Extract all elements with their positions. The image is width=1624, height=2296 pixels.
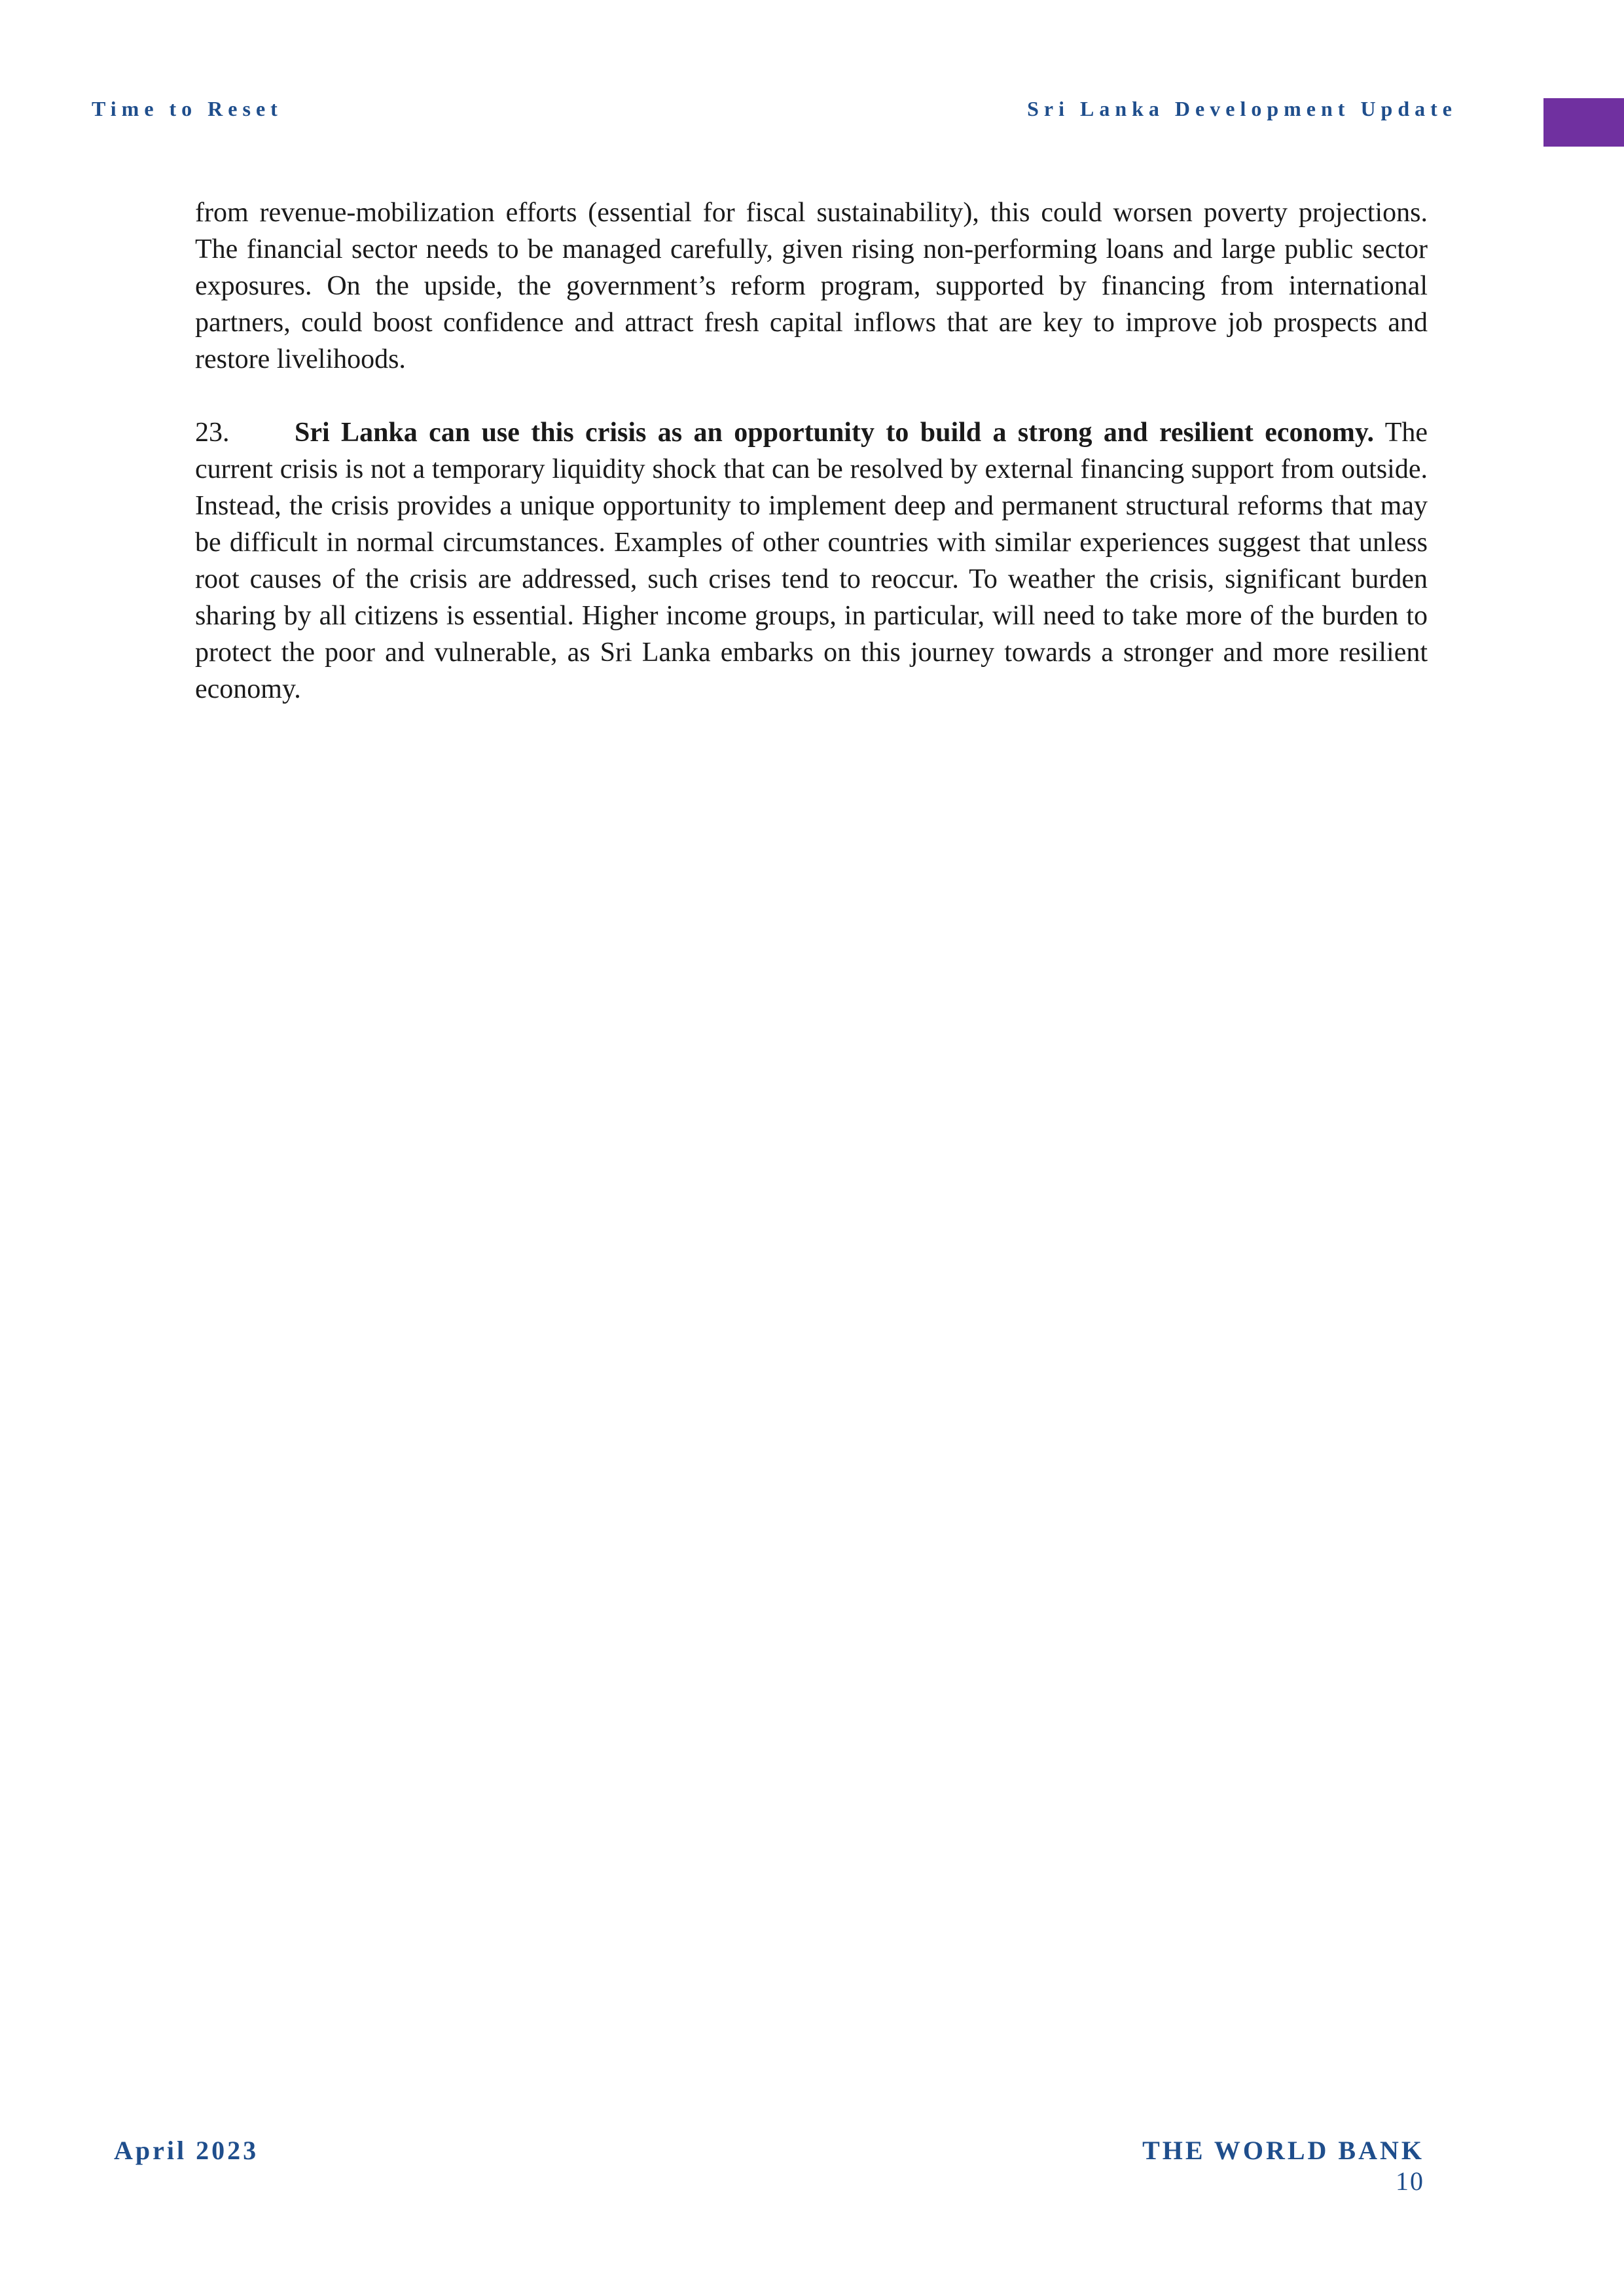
running-header-report-name: Sri Lanka Development Update [1027, 97, 1457, 120]
footer-block [1142, 2135, 1424, 2197]
footer-organization: THE WORLD BANK [1142, 2136, 1424, 2165]
paragraph-number: 23. [195, 418, 230, 448]
paragraph-body-text: The current crisis is not a temporary liquidity shock that can be resolved by external financing support from outside. Instead, the crisis provides a unique opportunity to implement deep and permanent structural reforms that may be difficult in normal circumstances. Examples of other countries with similar experiences suggest that unless root causes of the crisis are addressed, such crises tend to reoccur. To weather the crisis, significant burden sharing by all citizens is essential. Higher income groups, in particular, will need to take more of the burden to protect the poor and vulnerable, as Sri Lanka embarks on this journey towards a stronger and more resilient economy. [195, 418, 1428, 704]
paragraph-continuation [195, 194, 1428, 378]
page-number: 10 [1396, 2166, 1424, 2196]
running-header-title: Time to Reset [92, 97, 283, 120]
paragraph-lead-sentence: Sri Lanka can use this crisis as an opportunity to build a strong and resilient economy. [295, 418, 1375, 448]
footer-date: April 2023 [114, 2136, 259, 2165]
header-color-tab [1543, 98, 1624, 147]
paragraph-continuation-text: from revenue-mobilization efforts (essential for fiscal sustainability), this could worsen poverty projections. The financial sector needs to be managed carefully, given rising non-performing loans and large public sector exposures. On the upside, the government’s reform program, supported by financing from international partners, could boost confidence and attract fresh capital inflows that are key to improve job prospects and restore livelihoods. [195, 198, 1428, 374]
paragraph-23 [195, 414, 1428, 708]
